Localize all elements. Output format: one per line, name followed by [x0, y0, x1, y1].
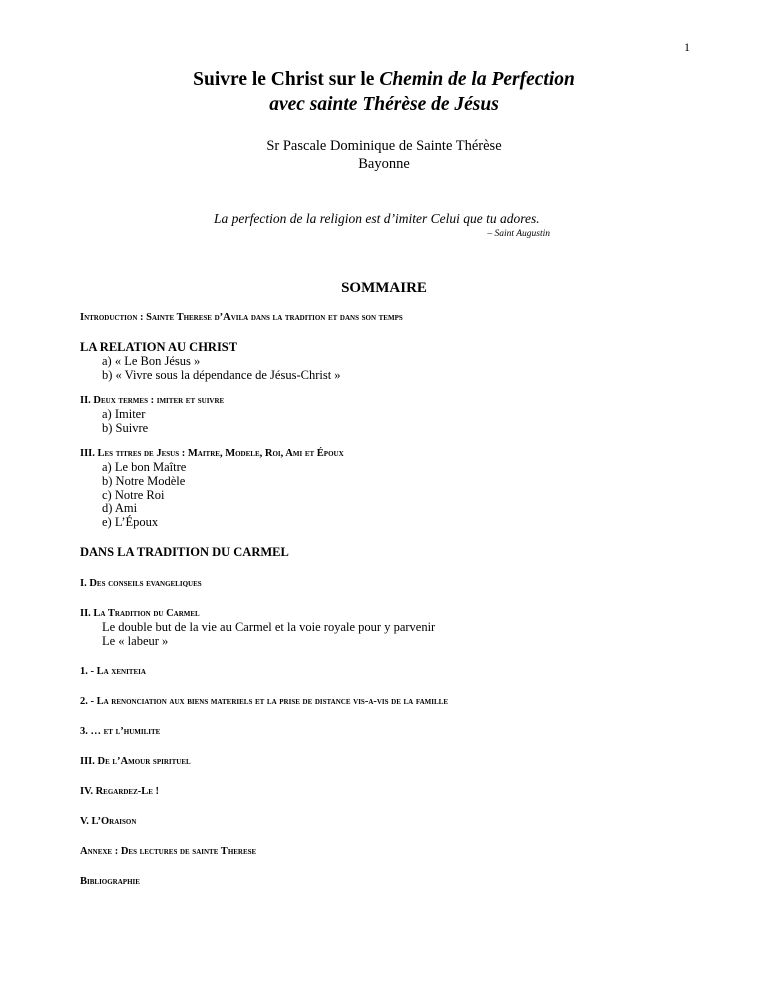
toc-titres-item: c) Notre Roi — [102, 487, 165, 502]
toc-introduction: Introduction : Sainte Therese d’Avila dans la tradition et dans son temps — [80, 312, 403, 323]
toc-tradition-item: Le double but de la vie au Carmel et la voie royale pour y parvenir — [102, 620, 436, 635]
toc-titres-item: a) Le bon Maître — [102, 460, 187, 475]
toc-titres-item: b) Notre Modèle — [102, 473, 186, 488]
toc-annexe: Annexe : Des lectures de sainte Therese — [80, 845, 257, 857]
document-title — [0, 67, 768, 117]
toc-tradition-heading: II. La Tradition du Carmel — [80, 608, 200, 620]
title-prefix: Suivre le Christ sur le — [193, 69, 380, 90]
epigraph-source: – Saint Augustin — [487, 229, 550, 239]
toc-relation-heading: LA RELATION AU CHRIST — [80, 340, 238, 354]
epigraph-quote: La perfection de la religion est d’imiter Celui que tu adores. — [214, 211, 540, 226]
author-place: Bayonne — [358, 156, 410, 172]
toc-humilite: 3. … et l’humilite — [80, 725, 161, 737]
author-block — [0, 137, 768, 173]
toc-titres-item: d) Ami — [102, 501, 138, 516]
toc-renonciation: 2. - La renonciation aux biens materiels et la prise de distance vis-a-vis de la famille — [80, 695, 449, 707]
toc-deux-termes-heading: II. Deux termes : imiter et suivre — [80, 395, 225, 407]
page-number: 1 — [684, 40, 690, 54]
toc-amour: III. De l’Amour spirituel — [80, 755, 191, 767]
toc-titres-heading: III. Les titres de Jesus : Maitre, Modele, Roi, Ami et Époux — [80, 448, 344, 460]
toc-deux-termes-item: a) Imiter — [102, 407, 146, 422]
title-line-2 — [0, 92, 768, 117]
table-of-contents — [80, 311, 700, 889]
toc-relation-item: a) « Le Bon Jésus » — [102, 354, 201, 368]
author-name: Sr Pascale Dominique de Sainte Thérèse — [266, 138, 502, 154]
toc-bibliographie: Bibliographie — [80, 875, 140, 887]
toc-conseils: I. Des conseils evangeliques — [80, 578, 202, 590]
title-italic-saint: avec sainte Thérèse de Jésus — [269, 94, 499, 115]
toc-titres-item: e) L’Époux — [102, 514, 159, 529]
title-line-1 — [0, 67, 768, 92]
toc-oraison: V. L’Oraison — [80, 815, 137, 827]
toc-regardez: IV. Regardez-Le ! — [80, 785, 160, 797]
toc-relation-item: b) « Vivre sous la dépendance de Jésus-Christ » — [102, 367, 341, 382]
title-italic-work: Chemin de la Perfection — [379, 69, 575, 90]
toc-xeniteia: 1. - La xeniteia — [80, 665, 146, 677]
sommaire-heading: SOMMAIRE — [341, 280, 427, 296]
toc-carmel-heading: DANS LA TRADITION DU CARMEL — [80, 545, 289, 560]
toc-deux-termes-item: b) Suivre — [102, 420, 149, 435]
toc-tradition-item: Le « labeur » — [102, 633, 169, 648]
